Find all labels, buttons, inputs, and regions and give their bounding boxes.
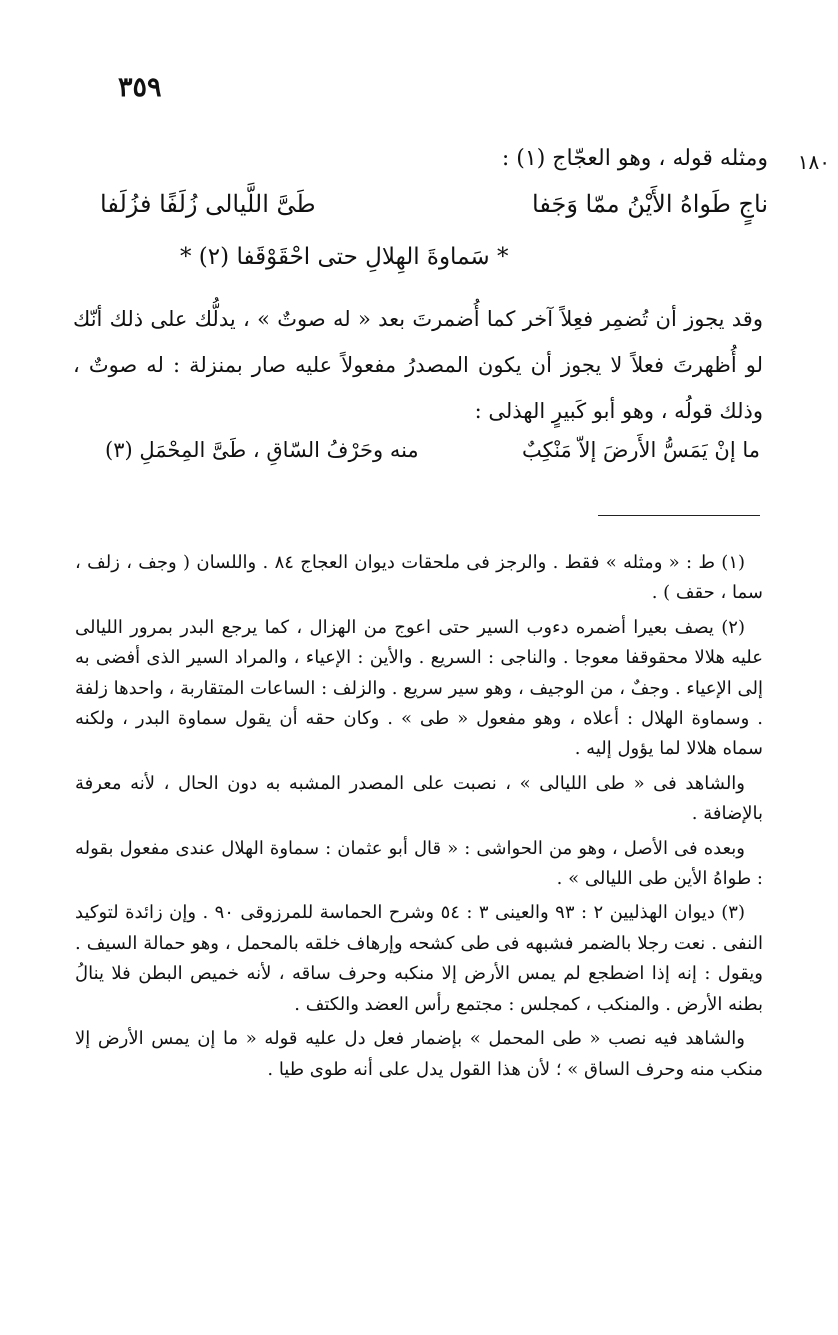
footnotes (75, 548, 763, 1089)
intro-line: ومثله قوله ، وهو العجّاج (١) : (501, 146, 768, 171)
margin-number: ١٨٠ (797, 150, 830, 174)
body-paragraph: وقد يجوز أن تُضمِر فعِلاً آخر كما أُضمرتَ بعد « له صوتٌ » ، يدلُّك على ذلك أنّك لو أُظهرتَ فعلاً لا يجوز أن يكون المصدرُ مفعولاً عليه صار بمنزلة : له صوتٌ ، وذلك قولُه ، وهو أبو كَبيرٍ الهذلى : (73, 307, 763, 423)
footnote-2-witness: والشاهد فى « طى الليالى » ، نصبت على المصدر المشبه به دون الحال ، لأنه معرفة بالإضافة . (75, 772, 763, 825)
verse2: * سَماوةَ الهِلالِ حتى احْقَوْقَفا (٢) * (180, 244, 509, 270)
verse3-left-hemistich: منه وحَرْفُ السّاقِ ، طَىَّ المِحْمَلِ (٣) (105, 438, 419, 462)
page-number: ٣٥٩ (118, 72, 162, 103)
verse3-right-hemistich: ما إنْ يَمَسُّ الأَرضَ إلاّ مَنْكِبٌ (522, 438, 760, 462)
verse1-right-hemistich: ناجٍ طَواهُ الأَيْنُ ممّا وَجَفا (532, 190, 768, 218)
footnote-3: (٣) ديوان الهذليين ٢ : ٩٣ والعينى ٣ : ٥٤ وشرح الحماسة للمرزوقى ٩٠ . وإن زائدة لتوكيد النفى . نعت رجلا بالضمر فشبهه فى طى كشحه وإرهاف خلقه بالمحمل ، وهو حمالة السيف . ويقول : إنه إذا اضطجع لم يمس الأرض إلا منكبه وحرف ساقه ، لأنه خميص البطن فلا ينالُ بطنه الأرض . والمنكب ، كمجلس : مجتمع رأس العضد والكتف . (75, 902, 763, 1015)
footnote-2-marginal: وبعده فى الأصل ، وهو من الحواشى : « قال أبو عثمان : سماوة الهلال عندى مفعول بقوله : طواهُ الأين طى الليالى » . (75, 837, 763, 890)
footnote-1: (١) ط : « ومثله » فقط . والرجز فى ملحقات ديوان العجاج ٨٤ . واللسان ( وجف ، زلف ، سما ، حقف ) . (75, 552, 763, 604)
footnote-2: (٢) يصف بعيرا أضمره دءوب السير حتى اعوج من الهزال ، كما يرجع البدر بمرور الليالى عليه هلالا محقوقفا معوجا . والناجى : السريع . والأين : الإعياء ، والمراد السير الذى أفضى به إلى الإعياء . وجفٌ ، من الوجيف ، وهو سير سريع . والزلف : الساعات المتقاربة ، واحدها زلفة . وسماوة الهلال : أعلاه ، وهو مفعول « طى » . وكان حقه أن يقول سماوة البدر ، ولكنه سماه هلالا لما يؤول إليه . (75, 616, 763, 760)
verse1-left-hemistich: طَىَّ اللَّيالى زُلَفًا فزُلَفا (100, 190, 316, 218)
footnote-divider (598, 515, 760, 516)
footnote-3-witness: والشاهد فيه نصب « طى المحمل » بإضمار فعل دل عليه قوله « ما إن يمس الأرض إلا منكب منه وحرف الساق » ؛ لأن هذا القول يدل على أنه طوى طيا . (75, 1028, 763, 1080)
